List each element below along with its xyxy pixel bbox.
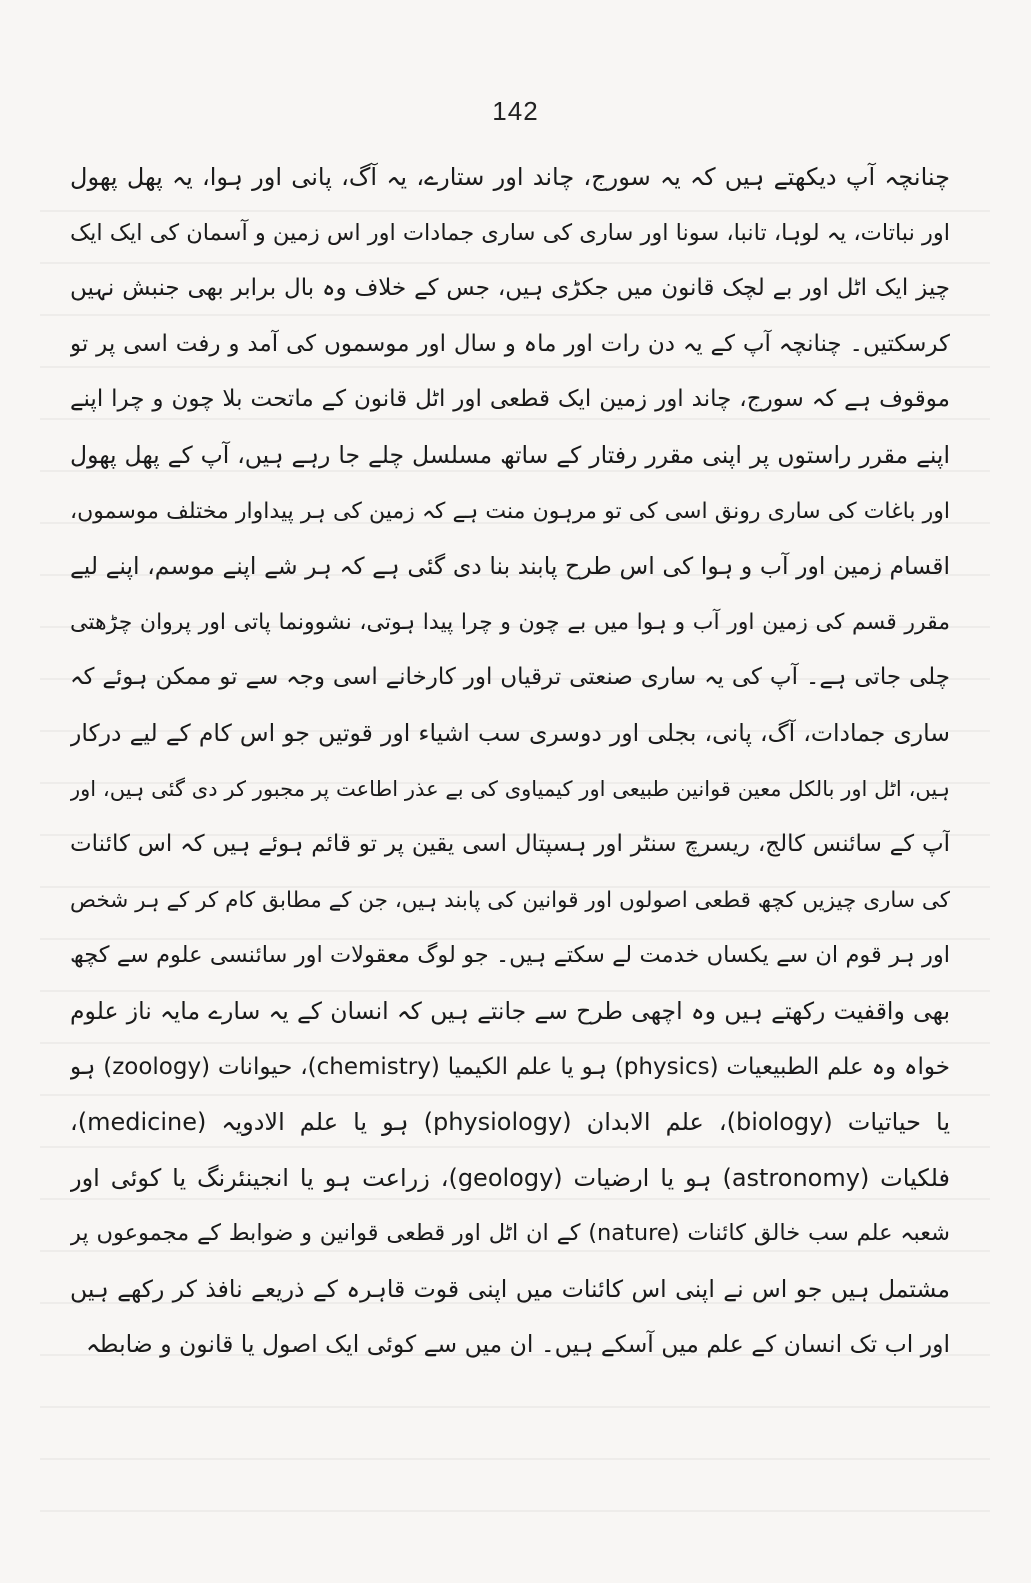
page-number: 142: [492, 96, 539, 126]
body-text: [70, 150, 950, 1373]
text-line: فلکیات (astronomy) ہو یا ارضیات (geology)، زراعت ہو یا انجینئرنگ یا کوئی اور: [70, 1163, 950, 1192]
text-line: کرسکتیں۔ چنانچہ آپ کے یہ دن رات اور ماہ و سال اور موسموں کی آمد و رفت اسی پر تو: [70, 330, 950, 357]
text-line: موقوف ہے کہ سورج، چاند اور زمین ایک قطعی اور اٹل قانون کے ماتحت بلا چون و چرا اپنے: [70, 386, 950, 413]
text-line: اور نباتات، یہ لوہا، تانبا، سونا اور ساری کی ساری جمادات اور اس زمین و آسمان کی ایک ایک: [70, 219, 950, 246]
text-line: یا حیاتیات (biology)، علم الابدان (physiology) ہو یا علم الادویہ (medicine)،: [70, 1108, 950, 1137]
text-line: چنانچہ آپ دیکھتے ہیں کہ یہ سورج، چاند اور ستارے، یہ آگ، پانی اور ہوا، یہ پھل پھول: [70, 163, 950, 191]
text-line: شعبہ علم سب خالق کائنات (nature) کے ان اٹل اور قطعی قوانین و ضوابط کے مجموعوں پر: [70, 1220, 950, 1247]
text-line: اور ہر قوم ان سے یکساں خدمت لے سکتے ہیں۔ جو لوگ معقولات اور سائنسی علوم سے کچھ: [70, 942, 950, 969]
text-line: آپ کے سائنس کالج، ریسرچ سنٹر اور ہسپتال اسی یقین پر تو قائم ہوئے ہیں کہ اس کائنات: [70, 831, 950, 858]
text-line: مقرر قسم کی زمین اور آب و ہوا میں بے چون و چرا پیدا ہوتی، نشوونما پاتی اور پروان چڑھتی: [70, 609, 950, 635]
text-line: اپنے مقرر راستوں پر اپنی مقرر رفتار کے ساتھ مسلسل چلے جا رہے ہیں، آپ کے پھل پھول: [70, 440, 950, 469]
text-line: خواہ وہ علم الطبیعیات (physics) ہو یا علم الکیمیا (chemistry)، حیوانات (zoology) ہو: [70, 1053, 950, 1080]
text-line: چلی جاتی ہے۔ آپ کی یہ ساری صنعتی ترقیاں اور کارخانے اسی وجہ سے تو ممکن ہوئے کہ: [70, 664, 950, 691]
text-line: اور باغات کی ساری رونق اسی کی تو مرہون منت ہے کہ زمین کی ہر پیداوار مختلف موسموں،: [70, 498, 950, 524]
text-line: مشتمل ہیں جو اس نے اپنی اس کائنات میں اپنی قوت قاہرہ کے ذریعے نافذ کر رکھے ہیں: [70, 1274, 950, 1303]
text-line: ساری جمادات، آگ، پانی، بجلی اور دوسری سب اشیاء اور قوتیں جو اس کام کے لیے درکار: [70, 718, 950, 747]
text-line: اور اب تک انسان کے علم میں آسکے ہیں۔ ان میں سے کوئی ایک اصول یا قانون و ضابطہ: [86, 1330, 950, 1359]
text-line: اقسام زمین اور آب و ہوا کی اس طرح پابند بنا دی گئی ہے کہ ہر شے اپنے موسم، اپنے لیے: [70, 552, 950, 581]
text-line: بھی واقفیت رکھتے ہیں وہ اچھی طرح سے جانتے ہیں کہ انسان کے یہ سارے مایہ ناز علوم: [70, 996, 950, 1025]
text-line: ہیں، اٹل اور بالکل معین قوانین طبیعی اور کیمیاوی کی بے عذر اطاعت پر مجبور کر دی گئی ہیں، اور: [70, 776, 950, 801]
text-line: چیز ایک اٹل اور بے لچک قانون میں جکڑی ہیں، جس کے خلاف وہ بال برابر بھی جنبش نہیں: [70, 275, 950, 302]
text-line: کی ساری چیزیں کچھ قطعی اصولوں اور قوانین کی پابند ہیں، جن کے مطابق کام کر کے ہر شخص: [70, 887, 950, 913]
